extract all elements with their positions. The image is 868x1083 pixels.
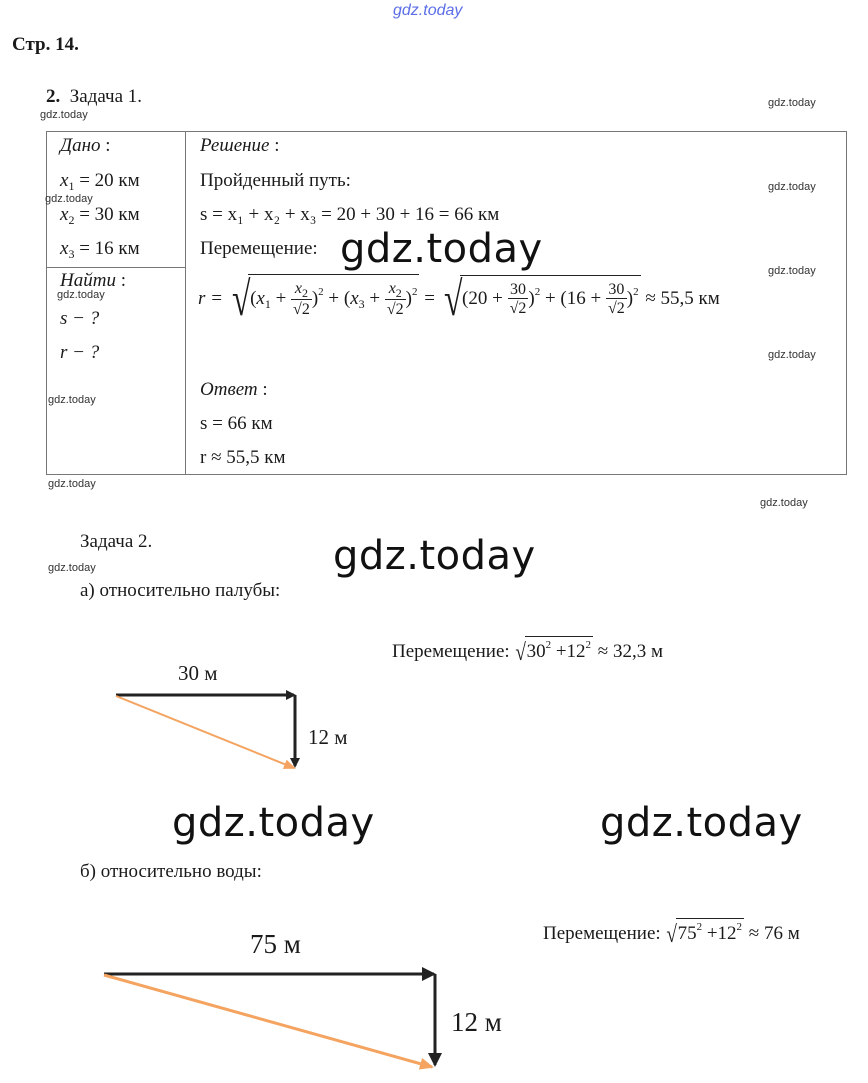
watermark-top: gdz.today bbox=[393, 2, 463, 19]
horizontal-label: 75 м bbox=[250, 929, 301, 959]
sqrt-sign-icon: √ bbox=[666, 921, 678, 948]
answer-item: s = 66 км bbox=[200, 413, 273, 434]
watermark-small: gdz.today bbox=[40, 109, 88, 121]
answer-header bbox=[200, 379, 268, 401]
given-value: = 30 км bbox=[79, 204, 140, 225]
part-a-formula bbox=[392, 636, 663, 665]
vertical-label: 12 м bbox=[308, 725, 348, 749]
task1-title: Задача 1. bbox=[69, 86, 143, 107]
find-label: Найти bbox=[60, 270, 116, 291]
radicand-numeric: (20 + $\frac{30}{√2}$ )$^2$ + (16 + $\frac{30}{√2}$ )$^2$ bbox=[460, 275, 641, 317]
page-title: Стр. 14. bbox=[12, 34, 79, 55]
given-var: x bbox=[60, 204, 69, 225]
find-colon: : bbox=[120, 270, 126, 291]
horizontal-label: 30 м bbox=[178, 661, 218, 685]
watermark-small: gdz.today bbox=[48, 394, 96, 406]
sqrt-sign-icon: √ bbox=[231, 272, 251, 326]
given-value: = 16 км bbox=[79, 238, 140, 259]
given-value: = 20 км bbox=[79, 170, 140, 191]
sqrt-sign-icon: √ bbox=[515, 639, 527, 666]
radicand-a: 30 bbox=[526, 641, 546, 662]
table-border-bottom bbox=[46, 474, 847, 475]
radicand-symbolic: ($x_1$ + $\frac{x_2}{√2}$ )$^2 + (x_3$ + $\frac{x_2}{√2}$ )$^2$ bbox=[248, 274, 419, 318]
radicand-a: 75 bbox=[677, 923, 697, 944]
given-colon: : bbox=[105, 135, 111, 156]
watermark-big: gdz.today bbox=[172, 800, 375, 846]
path-label: Пройденный путь: bbox=[200, 170, 351, 191]
answer-colon: : bbox=[262, 379, 268, 400]
power: 2 bbox=[585, 639, 592, 651]
watermark-small: gdz.today bbox=[768, 97, 816, 109]
part-a-label: а) относительно палубы: bbox=[80, 580, 281, 601]
given-label: Дано bbox=[60, 135, 101, 156]
given-index: 1 bbox=[68, 179, 75, 193]
table-border-left bbox=[46, 131, 47, 475]
formula-result: ≈ 55,5 км bbox=[645, 287, 720, 309]
radicand-b: 12 bbox=[717, 923, 737, 944]
displacement-arrow bbox=[116, 696, 294, 768]
sqrt2: √2 bbox=[509, 300, 527, 317]
num-30: 30 bbox=[608, 281, 625, 298]
task2-title: Задача 2. bbox=[80, 531, 153, 552]
given-index: 2 bbox=[68, 213, 75, 227]
part-a-radicand: $30^2 +12^2$ bbox=[525, 636, 593, 663]
displacement-arrow bbox=[104, 975, 432, 1067]
table-divider-horizontal bbox=[46, 267, 186, 268]
task-number: 2. bbox=[46, 86, 61, 107]
given-item bbox=[60, 170, 140, 194]
table-border-right bbox=[846, 131, 847, 475]
given-item bbox=[60, 204, 140, 228]
power: 2 bbox=[736, 921, 743, 933]
watermark-big: gdz.today bbox=[340, 226, 543, 272]
path-formula: s = x₁ + x₂ + x₃ = 20 + 30 + 16 = 66 км bbox=[200, 204, 500, 225]
part-b-radicand: $75^2 +12^2$ bbox=[676, 918, 744, 945]
given-item bbox=[60, 238, 140, 262]
vertical-label: 12 м bbox=[451, 1007, 502, 1037]
part-b-label: б) относительно воды: bbox=[80, 861, 262, 882]
answer-item: r ≈ 55,5 км bbox=[200, 447, 286, 468]
watermark-small: gdz.today bbox=[768, 265, 816, 277]
num-20: 20 bbox=[468, 287, 488, 309]
find-item: s − ? bbox=[60, 308, 100, 329]
part-b-vector-diagram bbox=[90, 925, 530, 1075]
sqrt2: √2 bbox=[386, 301, 404, 318]
power: 2 bbox=[545, 639, 552, 651]
sqrt-sign-icon: √ bbox=[443, 272, 463, 326]
displacement-formula: $r = √(x_1$ + $\frac{x_2}{√2}$ )$^2 + (x_3$ + $\frac{x_2}{√2}$ )$^2$ = √(20 + $\frac{30}{√2}$ )$^2$ + (16 + $\frac{30}{√2}$ )$^2$ ≈ 55,5 км bbox=[198, 272, 720, 326]
num-16: 16 bbox=[566, 287, 586, 309]
radicand-b: 12 bbox=[566, 641, 586, 662]
given-index: 3 bbox=[68, 247, 75, 261]
num-30: 30 bbox=[509, 281, 526, 298]
part-b-result: ≈ 76 м bbox=[748, 923, 800, 944]
displacement-label: Перемещение: bbox=[200, 238, 318, 259]
watermark-small: gdz.today bbox=[768, 349, 816, 361]
solution-header bbox=[200, 135, 280, 157]
answer-label: Ответ bbox=[200, 379, 258, 400]
watermark-small: gdz.today bbox=[48, 478, 96, 490]
watermark-small: gdz.today bbox=[760, 497, 808, 509]
given-var: x bbox=[60, 170, 69, 191]
watermark-small: gdz.today bbox=[45, 193, 93, 205]
sqrt2: √2 bbox=[293, 301, 310, 318]
watermark-small: gdz.today bbox=[768, 181, 816, 193]
part-b-displacement-label: Перемещение: bbox=[543, 923, 661, 944]
watermark-big: gdz.today bbox=[333, 533, 536, 579]
power: 2 bbox=[696, 921, 703, 933]
watermark-big: gdz.today bbox=[600, 800, 803, 846]
task1-heading bbox=[46, 86, 142, 108]
formula-r: r = bbox=[198, 287, 223, 309]
table-divider-vertical bbox=[185, 131, 186, 475]
part-a-displacement-label: Перемещение: bbox=[392, 641, 510, 662]
solution-label: Решение bbox=[200, 135, 270, 156]
solution-colon: : bbox=[274, 135, 280, 156]
find-item: r − ? bbox=[60, 342, 100, 363]
part-a-vector-diagram bbox=[100, 650, 380, 790]
given-header bbox=[60, 135, 111, 157]
sqrt2: √2 bbox=[607, 300, 625, 317]
part-a-result: ≈ 32,3 м bbox=[597, 641, 663, 662]
watermark-small: gdz.today bbox=[48, 562, 96, 574]
watermark-small: gdz.today bbox=[57, 289, 105, 301]
part-b-formula bbox=[543, 918, 800, 947]
given-var: x bbox=[60, 238, 69, 259]
table-border-top bbox=[46, 131, 847, 132]
